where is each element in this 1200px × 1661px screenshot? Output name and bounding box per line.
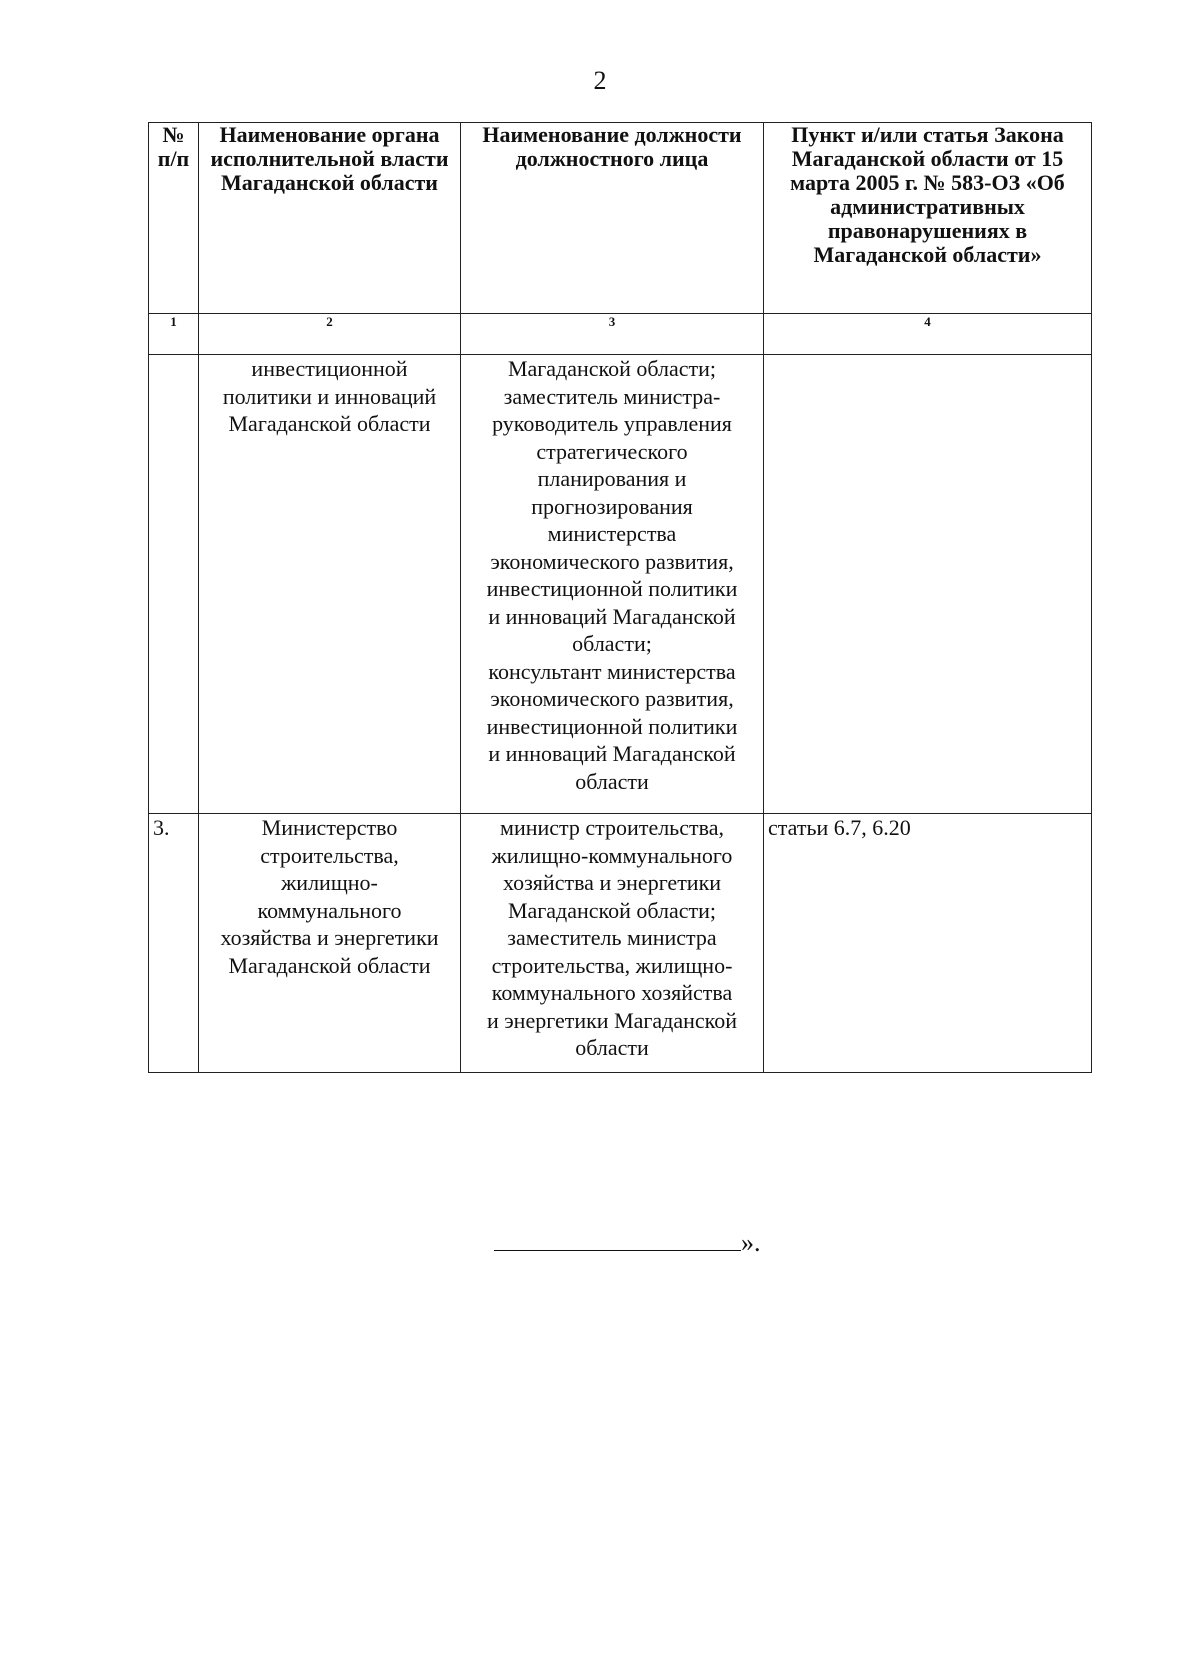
column-number: 4	[764, 314, 1092, 355]
column-number: 2	[199, 314, 461, 355]
table-row	[149, 814, 1092, 1073]
law-articles	[764, 355, 1092, 814]
official-positions: министр строительства, жилищно-коммунального хозяйства и энергетики Магаданской области; заместитель министра строительства, жилищно- коммунального хозяйства и энергетики Магаданской области	[461, 814, 764, 1073]
closing-mark: ».	[741, 1228, 761, 1257]
column-number: 3	[461, 314, 764, 355]
underline-rule	[494, 1228, 741, 1251]
column-number-row	[149, 314, 1092, 355]
row-number	[149, 355, 199, 814]
header-article: Пункт и/или статья Закона Магаданской области от 15 марта 2005 г. № 583-ОЗ «Об административных правонарушениях в Магаданской области»	[764, 123, 1092, 314]
table-header-row	[149, 123, 1092, 314]
row-number: 3.	[149, 814, 199, 1073]
table-row	[149, 355, 1092, 814]
page-number: 2	[593, 66, 607, 95]
officials-table	[148, 122, 1092, 1073]
executive-body: инвестиционной политики и инноваций Магаданской области	[199, 355, 461, 814]
column-number: 1	[149, 314, 199, 355]
official-positions: Магаданской области; заместитель министра- руководитель управления стратегического планирования и прогнозирования министерства экономического развития, инвестиционной политики и инноваций Магаданской области; консультант министерства экономического развития, инвестиционной политики и инноваций Магаданской области	[461, 355, 764, 814]
header-number: № п/п	[149, 123, 199, 314]
header-position: Наименование должности должностного лица	[461, 123, 764, 314]
closing-line	[494, 1228, 761, 1258]
law-articles: статьи 6.7, 6.20	[764, 814, 1092, 1073]
executive-body: Министерство строительства, жилищно- коммунального хозяйства и энергетики Магаданской области	[199, 814, 461, 1073]
header-body: Наименование органа исполнительной власти Магаданской области	[199, 123, 461, 314]
